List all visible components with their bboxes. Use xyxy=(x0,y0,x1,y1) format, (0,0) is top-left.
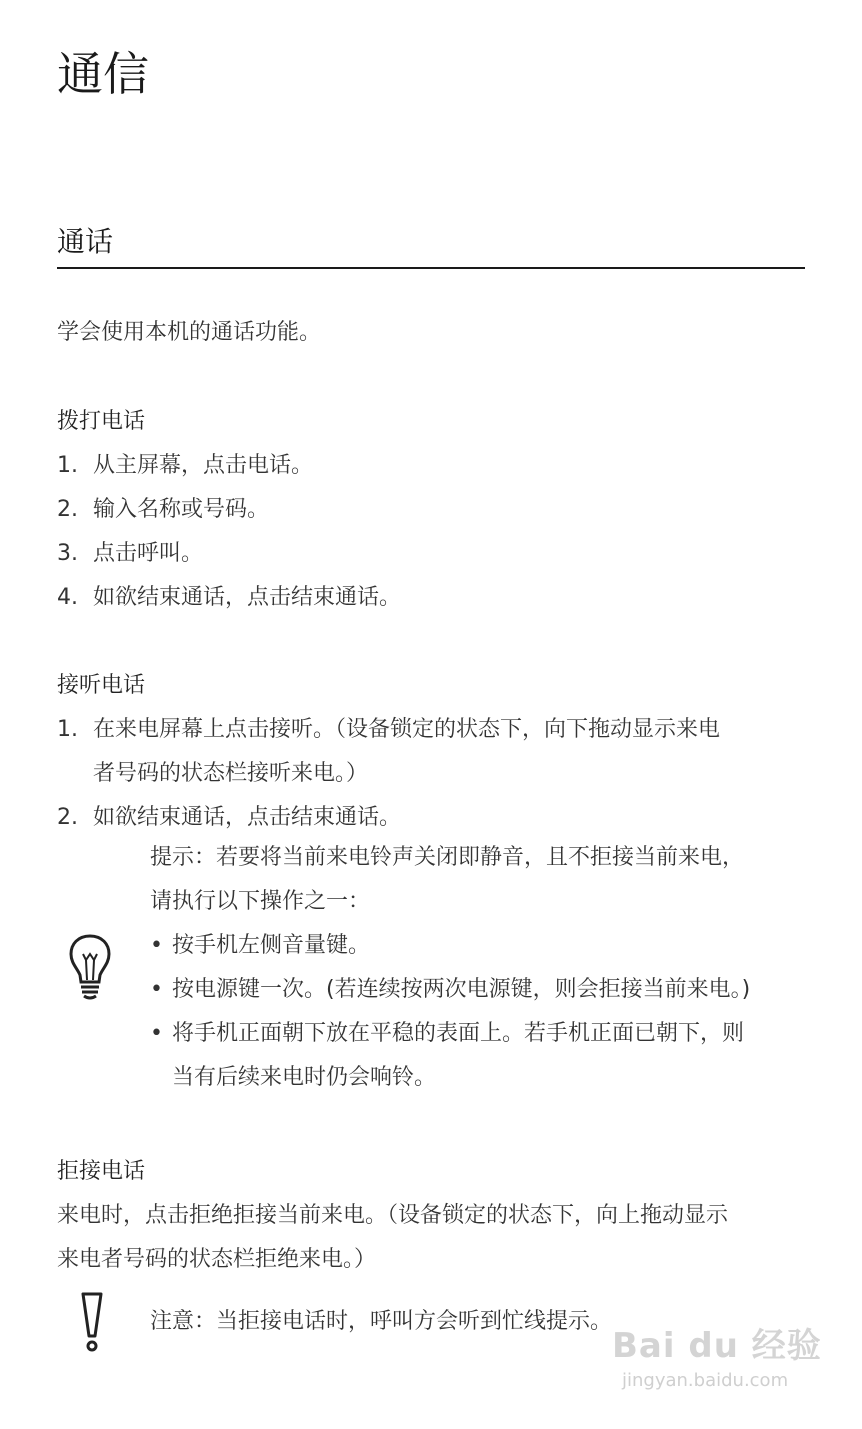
section-title: 通话 xyxy=(57,225,114,258)
reject-line-2: 来电者号码的状态栏拒绝来电。） xyxy=(57,1247,377,1272)
dial-step-4 xyxy=(57,583,401,613)
tip-item-2 xyxy=(150,975,750,1005)
step-text: 如欲结束通话，点击结束通话。 xyxy=(93,585,402,610)
tip-item-3 xyxy=(150,1019,744,1049)
answer-heading: 接听电话 xyxy=(57,673,146,698)
step-number: 1. xyxy=(57,453,78,478)
page-title: 通信 xyxy=(57,47,149,101)
tip-line-2: 请执行以下操作之一： xyxy=(150,889,371,914)
tip-item-text: 将手机正面朝下放在平稳的表面上。若手机正面已朝下，则 xyxy=(172,1021,745,1046)
note-text: 注意：当拒接电话时，呼叫方会听到忙线提示。 xyxy=(150,1309,613,1334)
step-text: 点击呼叫。 xyxy=(93,541,204,566)
tip-item-3-continued: 当有后续来电时仍会响铃。 xyxy=(172,1065,437,1090)
answer-step-1 xyxy=(57,715,720,745)
dial-step-3 xyxy=(57,539,203,569)
section-divider xyxy=(57,267,805,269)
step-text: 在来电屏幕上点击接听。（设备锁定的状态下，向下拖动显示来电 xyxy=(93,717,721,742)
bullet: • xyxy=(150,933,163,958)
tip-item-text: 按电源键一次。(若连续按两次电源键，则会拒接当前来电。) xyxy=(172,977,751,1002)
dial-step-1 xyxy=(57,451,313,481)
bullet: • xyxy=(150,1021,163,1046)
exclamation-icon xyxy=(78,1290,106,1354)
lightbulb-icon xyxy=(66,932,114,1000)
step-text: 从主屏幕，点击电话。 xyxy=(93,453,314,478)
tip-item-text: 按手机左侧音量键。 xyxy=(172,933,371,958)
step-number: 1. xyxy=(57,717,78,742)
answer-step-1-continued: 者号码的状态栏接听来电。） xyxy=(93,761,369,786)
step-number: 2. xyxy=(57,805,78,830)
step-number: 3. xyxy=(57,541,78,566)
step-text: 如欲结束通话，点击结束通话。 xyxy=(93,805,402,830)
step-number: 4. xyxy=(57,585,78,610)
dial-step-2 xyxy=(57,495,269,525)
tip-item-1 xyxy=(150,931,370,961)
watermark-url: jingyan.baidu.com xyxy=(622,1370,789,1391)
step-number: 2. xyxy=(57,497,78,522)
bullet: • xyxy=(150,977,163,1002)
watermark-brand: Bai du 经验 xyxy=(612,1326,822,1366)
dial-heading: 拨打电话 xyxy=(57,409,146,434)
reject-line-1: 来电时，点击拒绝拒接当前来电。（设备锁定的状态下，向上拖动显示 xyxy=(57,1203,729,1228)
reject-heading: 拒接电话 xyxy=(57,1159,146,1184)
step-text: 输入名称或号码。 xyxy=(93,497,270,522)
answer-step-2 xyxy=(57,803,401,833)
tip-line-1: 提示：若要将当前来电铃声关闭即静音，且不拒接当前来电， xyxy=(150,845,745,870)
intro-text: 学会使用本机的通话功能。 xyxy=(57,320,322,345)
